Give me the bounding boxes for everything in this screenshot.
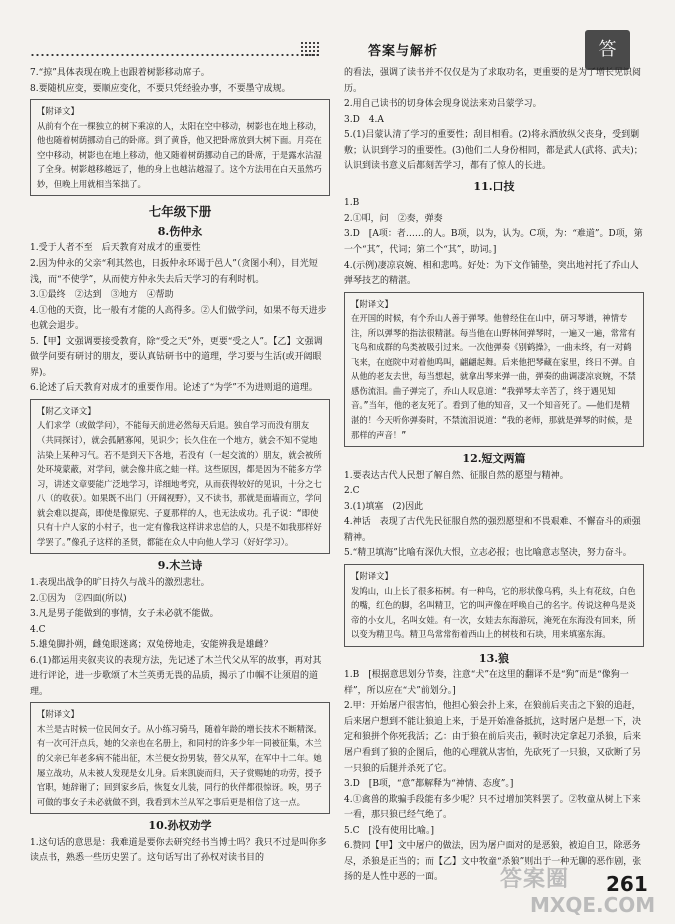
translation-box: [30, 702, 330, 814]
answer-line: 2.因为仲永的父亲“利其然也，日扳仲永环谒于邑人”（贪图小利），目光短浅，而“不使学”，从而使方仲永失去后天学习的有利时机。: [30, 259, 318, 285]
translation-text: 木兰是古时候一位民间女子。从小练习骑马，随着年龄的增长技术不断精深。有一次可汗点兵，她的父亲也在名册上，和同村的许多少年一同被征集，木兰的父亲已年老多病不能出征，木兰便女扮男装，替父从军，在军中十二年。她屡立战功，从未被人发现是女儿身。后来凯旋而归，天子赏赐她的功劳，授予官职，她辞谢了；回到家乡后，恢复女儿装，同行的伙伴都很惊讶。唉，男子可做的事女子未必就做不到，我看到木兰从军之事后更是相信了这一点。: [37, 723, 322, 807]
answer-line: 1.受于人者不至 后天教育对成才的重要性: [30, 243, 201, 254]
answer-line: 5.C [没有使用比喻。]: [344, 825, 434, 836]
answer-line: 1.这句话的意思是：我难道是要你去研究经书当博士吗？我只不过是叫你多读点书，熟悉一些历史罢了。这句话写出了孙权对读书目的: [30, 837, 327, 864]
translation-text: 从前有个在一棵独立的树下乘凉的人，太阳在空中移动，树影也在地上移动，他也随着树荫挪动自己的卧席。到了黄昏，他又把卧席放到大树下面。月亮在空中移动，树影也在地上移动，他又随着树荫挪动自己的卧席，于是露水沾湿了全身。树影越移越远了，他的身上也越沾越湿了。这个方法用在白天虽然巧妙，但晚上用就相当笨拙了。: [37, 120, 322, 189]
answer-line: 8.要随机应变，要顺应变化，不要只凭经验办事，不要墨守成规。: [30, 83, 291, 94]
answer-line: 1.要表达古代人民想了解自然、征服自然的愿望与精神。: [344, 470, 569, 481]
answer-line: 2.甲：开始屠户很害怕，他担心狼会扑上来，在狼前后夹击之下狼的追赶，后来屠户想到不能让狼追上来，于是开始准备抵抗，这时屠户是想一下，决定和狼拼个你死我活；乙：由于狼在前后夹击，顿时决定拿起刀杀狼，后来屠户看到了狼的企图后，他的心理就从害怕，先砍死了一只狼，又砍断了另一只狼的后腿并杀死了它。: [344, 701, 642, 774]
header-dotted-rule: [30, 52, 320, 58]
translation-box: [344, 564, 644, 647]
translation-label: 【附译文】: [37, 709, 79, 720]
answer-line: 4.C: [30, 624, 46, 635]
translation-text: 人们求学（或做学问），不能每天前进必然每天后退。独自学习而没有朋友（共同探讨），就会孤陋寡闻，见识少；长久住在一个地方，就会不知不觉地沾染上某种习气。若不是到天下各地，若没有（一起交流的）朋友，就会被所处环境蒙蔽，对学问，就会像井底之蛙一样。这些原因，都是因为不能多方学习，讲述文章要能广泛地学习，详细地考究，从而获得较好的见识，十分之七八（的收获）。如果既不出门（开阔视野），又不读书，那就是面墙而立，学问就会难以提高，即使是像原宪、子夏那样的人，也无法成功。孔子说：“即使只有十户人家的小村子，也一定有像我这样讲求忠信的人，只是不如我那样好学罢了。”像孔子这样的圣贤，都能在众人中向他人学习（好好学习）。: [37, 420, 322, 547]
answer-line: 3.(1)填塞 (2)因此: [344, 501, 424, 512]
answer-line: 3.D 4.A: [344, 114, 384, 125]
page-header-title: 答案与解析: [368, 44, 439, 59]
answer-line: 4.(示例)凄凉哀婉、相和悲鸣。好处：为下文作铺垫，突出地衬托了乔山人弹琴技艺的精湛。: [344, 260, 639, 287]
answer-line: 3.①最终 ②达到 ③地方 ④帮助: [30, 290, 174, 301]
answer-line: 4.①他的天资，比一般有才能的人高得多。②人们做学问，如果不每天进步也就会退步。: [30, 305, 327, 332]
answer-line: 的看法，强调了读书并不仅仅是为了求取功名，更重要的是为了增长见识阅历。: [344, 68, 642, 94]
answer-line: 5.【甲】文强调要接受教育，除“受之天”外，更要“受之人”。【乙】文强调做学问要有研讨的朋友，要认真钻研书中的道理，学习要与生活(或开阔眼界)。: [30, 336, 323, 378]
watermark-text: 答案圈: [500, 867, 570, 892]
translation-text: 在开国的时候，有个乔山人善于弹琴。他曾经住在山中，研习琴谱，神情专注，所以弹琴的指法很精湛。每当他在山野林间弹琴时，一遍又一遍，常常有飞鸟和成群的鸟类被吸引过来。一次他弹奏《别鹤操》，一曲未终，有一对鹤飞来，在庭院中对着他鸣叫，翩翩起舞。后来他把琴藏在家里，终日不弹。自从他的老友去世，每当想起，就拿出琴来弹一曲，弹奏的曲调凄凉哀婉，不禁感伤流泪。曲子弹完了，乔山人叹息道：“我弹琴太辛苦了，终于遇见知音。”当年，他的老友死了。看到了他的知音，又一个知音死了。——他们是精湛的！今天听你弹奏时，不禁流泪说道：“我的老师，那就是弹琴的时候，是那样的声音！”: [351, 313, 636, 440]
section-heading: 七年级下册: [148, 204, 212, 220]
answer-line: 1.B: [344, 198, 360, 209]
section-heading: 9.木兰诗: [157, 559, 203, 573]
translation-text: 发鸠山，山上长了很多柘树。有一种鸟，它的形状像乌鸦，头上有花纹，白色的嘴，红色的脚，名叫精卫，它的叫声像在呼唤自己的名字。传说这种鸟是炎帝的小女儿，名叫女娃。有一次，女娃去东海游玩，淹死在东海没有回来，所以变为精卫鸟。精卫鸟常常衔着西山上的树枝和石块，用来填塞东海。: [351, 585, 636, 640]
translation-box: [344, 292, 644, 447]
answer-line: 3.凡是男子能做到的事情，女子未必就不能做。: [30, 609, 219, 620]
answer-line: 5.“精卫填海”比喻有深仇大恨，立志必报；也比喻意志坚决，努力奋斗。: [344, 548, 632, 559]
answer-line: 3.D [A项：者……的人。B项，以为，认为。C项，为：“难道”。D项，第一个“其”，代词；第二个“其”，助词。]: [344, 229, 643, 256]
section-heading: 13.狼: [478, 651, 510, 665]
translation-box: [30, 399, 330, 554]
answer-line: 2.①因为 ②四面(所以): [30, 593, 127, 604]
header-logo-icon: 答: [585, 30, 630, 70]
section-heading: 10.孙权劝学: [148, 819, 212, 833]
left-column: [30, 66, 330, 867]
translation-label: 【附译文】: [37, 106, 79, 117]
answer-line: 6.(1)都运用夹叙夹议的表现方法，先记述了木兰代父从军的故事，再对其进行评论，进一步歌颂了木兰英勇无畏的品质，揭示了巾帼不让须眉的道理。: [30, 655, 322, 697]
translation-label: 【附乙文译文】: [37, 405, 96, 416]
translation-box: [30, 99, 330, 196]
answer-line: 2.用自己读书的切身体会现身说法来劝吕蒙学习。: [344, 99, 542, 110]
answer-line: 2.①叩，问 ②奏，弹奏: [344, 213, 443, 224]
answer-line: 2.C: [344, 486, 360, 497]
section-heading: 12.短文两篇: [462, 452, 526, 466]
answer-line: 5.雄兔脚扑朔，雌兔眼迷离；双兔傍地走，安能辨我是雄雌？: [30, 640, 273, 651]
section-heading: 11.口技: [473, 179, 515, 193]
section-heading: 8.伤仲永: [157, 224, 203, 238]
answer-line: 1.B [根据意思划分节奏，注意“犬”在这里的翻译不是“狗”而是“像狗一样”，所以应在“犬”前划分。]: [344, 670, 629, 696]
page-number: 261: [606, 872, 648, 896]
answer-line: 4.神话 表现了古代先民征服自然的强烈愿望和不畏艰难、不懈奋斗的顽强精神。: [344, 517, 641, 543]
answer-line: 5.(1)吕蒙认清了学习的重要性；刮目相看。(2)将永酒放纵父丧身，受到剿敷；认识到学习的重要性。(3)他们二人身份相同，都是武人(武将、武夫)；认识到读书意义后都刻苦学习，都有了惊人的长进。: [344, 130, 643, 172]
header-dot-ornament: [300, 41, 320, 58]
answer-line: 4.①禽兽的欺骗手段能有多少呢？只不过增加笑料罢了。②牧童从树上下来一看，那只狼已经气绝了。: [344, 794, 641, 821]
answer-line: 7.“掠”具体表现在晚上也跟着树影移动席子。: [30, 68, 210, 78]
translation-label: 【附译文】: [351, 298, 393, 309]
answer-line: 6.论述了后天教育对成才的重要作用。论述了“为学”不为进则退的道理。: [30, 383, 318, 394]
answer-line: 6.赞同【甲】文中屠户的做法，因为屠户面对的是恶狼，被迫自卫，除恶务尽，杀狼是正当的；而【乙】文中牧童“杀狼”则出于一种无聊的恶作剧，张扬的是人性中恶的一面。: [344, 841, 642, 883]
answer-line: 3.D [B项，“意”都解释为“神情、态度”。]: [344, 779, 514, 790]
translation-label: 【附译文】: [351, 570, 393, 581]
right-column: [344, 66, 644, 886]
answer-line: 1.表现出战争的旷日持久与战斗的激烈悲壮。: [30, 577, 210, 588]
watermark-url: MXQE.COM: [530, 893, 656, 917]
